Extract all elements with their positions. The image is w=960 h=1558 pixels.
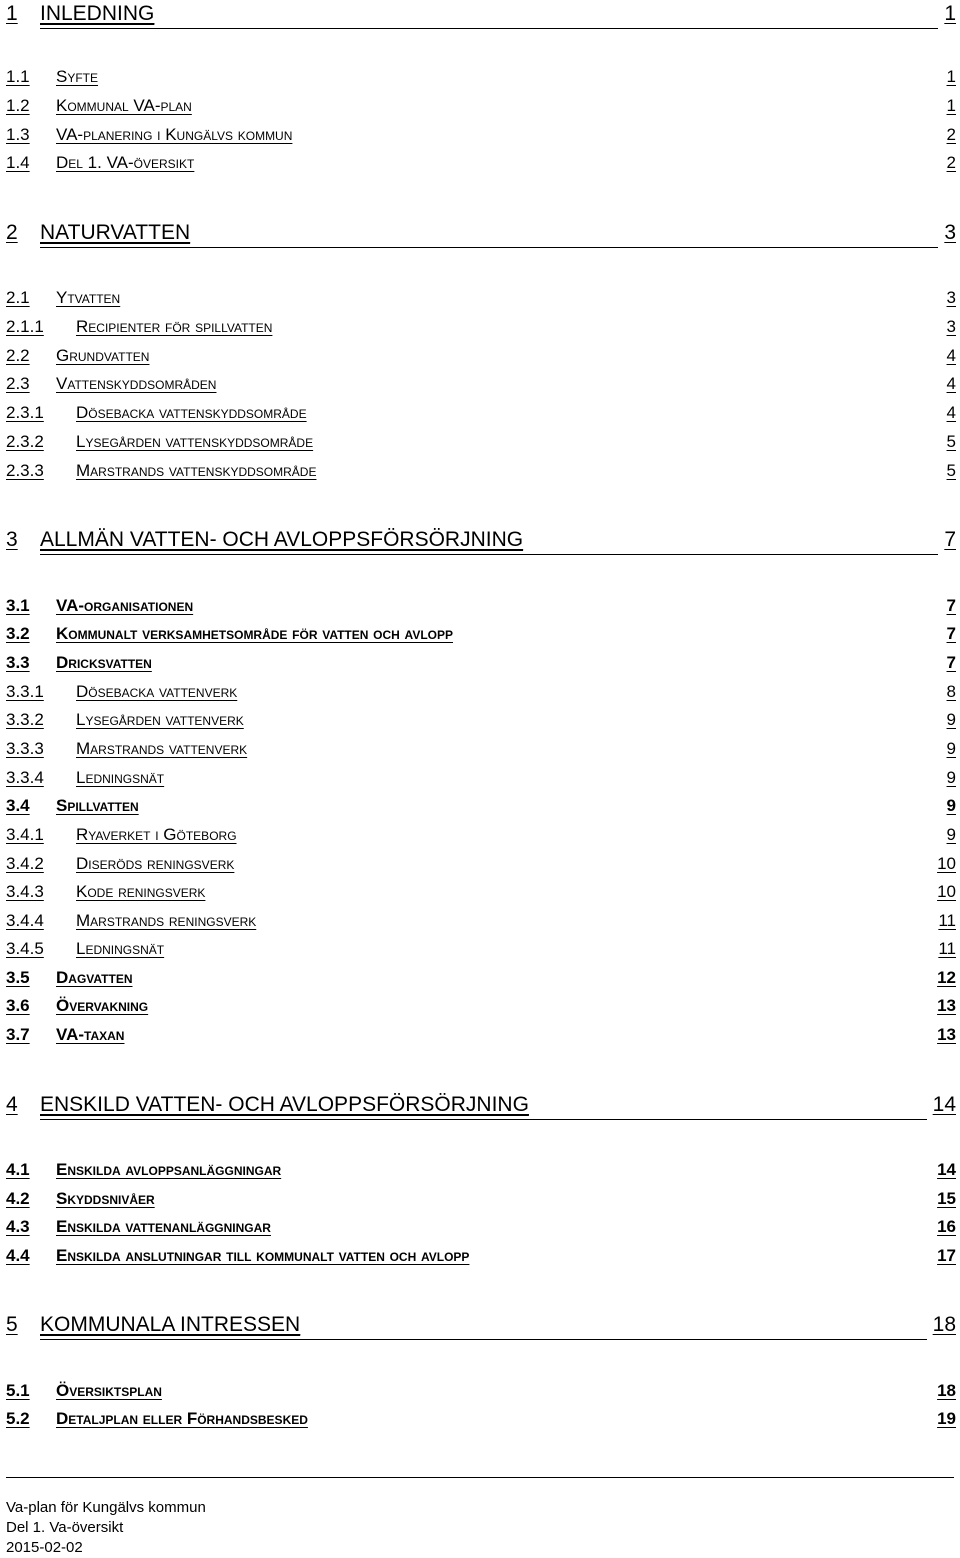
toc-entry-page: 1 [946,67,956,86]
toc-entry[interactable] [6,0,956,28]
toc-entry-number: 4 [6,1093,18,1116]
toc-entry-title: Diseröds reningsverk [76,854,235,873]
toc-entry-page: 3 [946,288,956,307]
toc-entry-number: 3.3.4 [6,768,44,787]
toc-entry-page: 13 [937,996,956,1015]
toc-entry-title: Kommunalt verksamhetsområde för vatten och avlopp [56,624,453,643]
toc-entry-page: 15 [937,1189,956,1208]
toc-entry-page: 17 [937,1246,956,1265]
toc-entry-title: VA-organisationen [56,596,194,615]
toc-entry-title: Syfte [56,67,99,86]
toc-entry-page: 4 [946,403,956,422]
toc-entry[interactable] [6,1311,956,1339]
toc-entry-page: 1 [946,96,956,115]
toc-entry-title: Grundvatten [56,346,150,365]
toc-entry[interactable] [6,737,956,761]
toc-entry-number: 2.3.2 [6,432,44,451]
toc-entry-number: 5 [6,1313,18,1336]
toc-entry-number: 3.3.1 [6,682,44,701]
toc-entry[interactable] [6,219,956,247]
toc-entry-page: 9 [946,825,956,844]
toc-entry-number: 3.4.3 [6,882,44,901]
toc-entry-title: INLEDNING [40,0,938,29]
toc-entry-title: Recipienter för spillvatten [76,317,273,336]
toc-entry-page: 14 [937,1160,956,1179]
toc-entry-title: Ledningsnät [76,768,165,787]
toc-entry[interactable] [6,994,956,1018]
toc-entry-page: 7 [946,653,956,672]
toc-entry-number: 1.4 [6,153,30,172]
toc-entry-page: 3 [944,221,956,244]
toc-entry-number: 3.7 [6,1025,30,1044]
toc-entry-page: 9 [946,739,956,758]
toc-entry-number: 3.3.3 [6,739,44,758]
toc-entry-number: 4.4 [6,1246,30,1265]
toc-entry[interactable] [6,823,956,847]
toc-entry-page: 4 [946,374,956,393]
toc-entry-number: 1 [6,2,18,25]
toc-entry-page: 9 [946,710,956,729]
toc-entry-number: 3.4.4 [6,911,44,930]
toc-entry-page: 7 [944,528,956,551]
toc-entry[interactable] [6,344,956,368]
toc-entry-number: 5.1 [6,1381,30,1400]
toc-entry-title: Enskilda vattenanläggningar [56,1217,271,1236]
toc-entry-page: 10 [937,882,956,901]
toc-entry-title: Kommunal VA-plan [56,96,192,115]
toc-entry-title: Dagvatten [56,968,133,987]
toc-entry[interactable] [6,1187,956,1211]
toc-entry[interactable] [6,937,956,961]
toc-entry-number: 3.2 [6,624,30,643]
toc-entry-page: 9 [946,796,956,815]
toc-entry-title: Vattenskyddsområden [56,374,217,393]
toc-entry-title: ENSKILD VATTEN- OCH AVLOPPSFÖRSÖRJNING [40,1091,927,1120]
toc-entry-number: 5.2 [6,1409,30,1428]
toc-entry[interactable] [6,1379,956,1403]
toc-entry[interactable] [6,372,956,396]
toc-entry[interactable] [6,401,956,425]
toc-entry-title: Kode reningsverk [76,882,206,901]
toc-entry-title: Dösebacka vattenskyddsområde [76,403,307,422]
toc-entry-page: 2 [946,125,956,144]
toc-entry-title: Marstrands vattenskyddsområde [76,461,317,480]
toc-entry-page: 7 [946,596,956,615]
toc-entry-number: 1.1 [6,67,30,86]
toc-entry-number: 2.1 [6,288,30,307]
toc-entry-page: 1 [944,2,956,25]
toc-entry-number: 2.3.3 [6,461,44,480]
toc-entry-number: 2.3 [6,374,30,393]
toc-entry-title: Översiktsplan [56,1381,162,1400]
toc-entry-title: Del 1. VA-översikt [56,153,195,172]
toc-entry-number: 3.6 [6,996,30,1015]
toc-entry[interactable] [6,65,956,89]
toc-entry-number: 3.4.1 [6,825,44,844]
toc-entry-title: Detaljplan eller Förhandsbesked [56,1409,308,1428]
footer-part: Del 1. Va-översikt [6,1519,124,1536]
toc-entry[interactable] [6,651,956,675]
toc-entry[interactable] [6,909,956,933]
toc-entry-number: 4.1 [6,1160,30,1179]
toc-entry[interactable] [6,708,956,732]
footer-divider [6,1477,954,1478]
toc-entry-page: 14 [932,1093,956,1116]
toc-entry-title: Dösebacka vattenverk [76,682,238,701]
toc-entry-title: Ledningsnät [76,939,165,958]
toc-entry-number: 3.4.5 [6,939,44,958]
toc-entry-title: ALLMÄN VATTEN- OCH AVLOPPSFÖRSÖRJNING [40,526,938,555]
toc-entry-number: 3.4.2 [6,854,44,873]
toc-entry[interactable] [6,794,956,818]
toc-entry[interactable] [6,966,956,990]
toc-entry[interactable] [6,1407,956,1431]
toc-entry-page: 4 [946,346,956,365]
toc-entry-page: 16 [937,1217,956,1236]
toc-entry-page: 7 [946,624,956,643]
toc-entry[interactable] [6,123,956,147]
toc-entry-title: Enskilda anslutningar till kommunalt vatten och avlopp [56,1246,470,1265]
toc-entry-number: 3.1 [6,596,30,615]
toc-entry[interactable] [6,94,956,118]
toc-entry-title: VA-planering i Kungälvs kommun [56,125,293,144]
toc-entry[interactable] [6,1023,956,1047]
toc-entry-page: 18 [937,1381,956,1400]
toc-entry-number: 2.1.1 [6,317,44,336]
toc-entry-page: 5 [946,461,956,480]
toc-entry[interactable] [6,459,956,483]
toc-entry-title: Lysegården vattenskyddsområde [76,432,314,451]
toc-entry-number: 3.3 [6,653,30,672]
toc-entry[interactable] [6,766,956,790]
toc-entry-page: 5 [946,432,956,451]
toc-entry[interactable] [6,430,956,454]
toc-entry-number: 1.3 [6,125,30,144]
toc-entry-title: Ytvatten [56,288,121,307]
toc-entry-page: 11 [938,911,956,930]
toc-entry-number: 2.2 [6,346,30,365]
toc-entry-page: 12 [937,968,956,987]
toc-entry[interactable] [6,151,956,175]
toc-entry-number: 3.5 [6,968,30,987]
toc-entry-title: Lysegården vattenverk [76,710,244,729]
toc-entry-number: 3.3.2 [6,710,44,729]
toc-entry-page: 3 [946,317,956,336]
toc-entry[interactable] [6,880,956,904]
toc-entry-page: 13 [937,1025,956,1044]
toc-entry[interactable] [6,852,956,876]
toc-entry-number: 2 [6,221,18,244]
toc-entry-title: Dricksvatten [56,653,152,672]
toc-entry[interactable] [6,594,956,618]
footer-date: 2015-02-02 [6,1539,83,1556]
toc-entry-number: 1.2 [6,96,30,115]
toc-entry-page: 18 [932,1313,956,1336]
toc-entry[interactable] [6,680,956,704]
toc-entry-number: 3.4 [6,796,30,815]
toc-entry-title: NATURVATTEN [40,219,938,248]
toc-entry-number: 4.3 [6,1217,30,1236]
toc-entry-title: Marstrands vattenverk [76,739,248,758]
toc-entry-number: 2.3.1 [6,403,44,422]
toc-entry-page: 11 [938,939,956,958]
toc-entry[interactable] [6,1215,956,1239]
toc-entry-page: 8 [946,682,956,701]
toc-entry-title: Skyddsnivåer [56,1189,155,1208]
toc-entry-title: Ryaverket i Göteborg [76,825,237,844]
toc-entry-title: KOMMUNALA INTRESSEN [40,1311,927,1340]
toc-entry-title: VA-taxan [56,1025,125,1044]
toc-entry-title: Marstrands reningsverk [76,911,257,930]
toc-entry[interactable] [6,1091,956,1119]
toc-entry-title: Spillvatten [56,796,139,815]
toc-entry-page: 2 [946,153,956,172]
footer-title: Va-plan för Kungälvs kommun [6,1499,206,1516]
toc-entry[interactable] [6,1158,956,1182]
toc-entry[interactable] [6,315,956,339]
toc-entry-number: 4.2 [6,1189,30,1208]
toc-entry[interactable] [6,526,956,554]
toc-entry-title: Övervakning [56,996,149,1015]
toc-entry-page: 19 [937,1409,956,1428]
toc-entry[interactable] [6,1244,956,1268]
toc-entry-title: Enskilda avloppsanläggningar [56,1160,282,1179]
toc-entry-number: 3 [6,528,18,551]
toc-entry-page: 10 [937,854,956,873]
toc-entry-page: 9 [946,768,956,787]
toc-entry[interactable] [6,286,956,310]
toc-entry[interactable] [6,622,956,646]
